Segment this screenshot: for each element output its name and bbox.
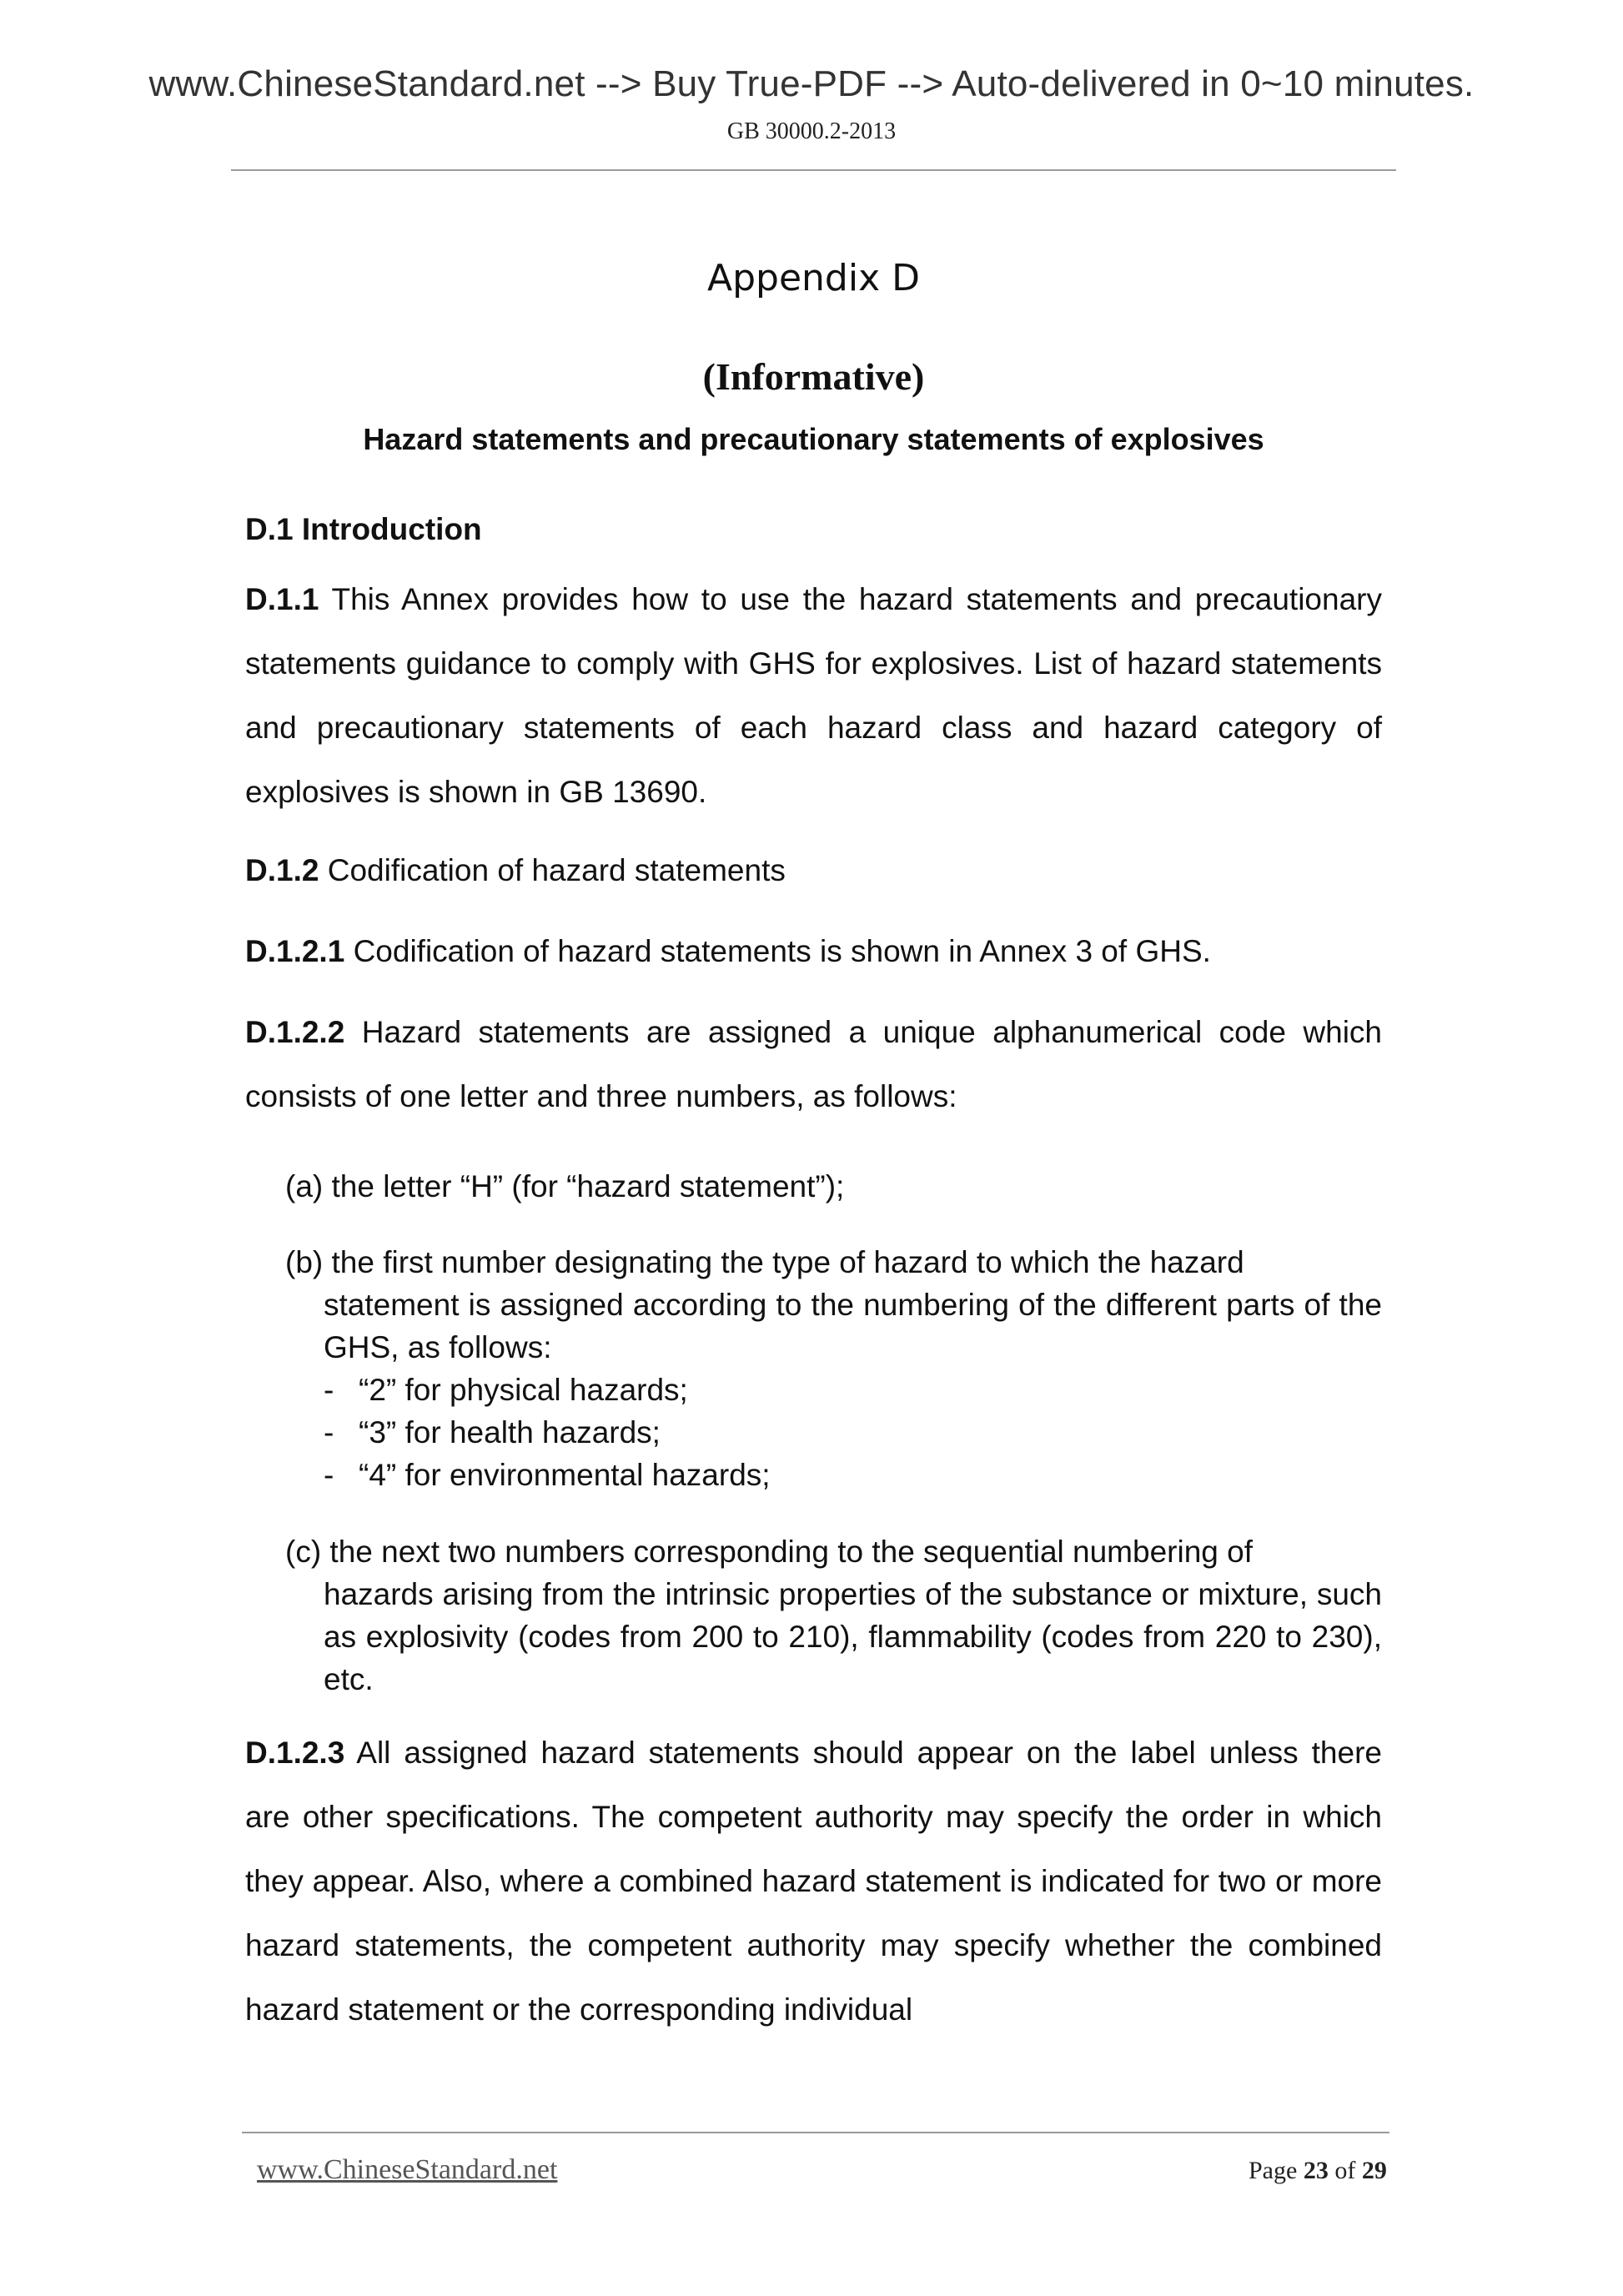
footer-website-link[interactable]: www.ChineseStandard.net xyxy=(257,2154,558,2185)
document-title: Hazard statements and precautionary statements of explosives xyxy=(363,422,1264,456)
clause-text: Hazard statements are assigned a unique alphanumerical code which consists of one letter and three numbers, as follows: xyxy=(245,1015,1382,1113)
page-number xyxy=(1249,2157,1387,2185)
clause-number: D.1.2 xyxy=(245,853,319,887)
dash-item xyxy=(285,1411,1382,1454)
clause-text: Codification of hazard statements is shown in Annex 3 of GHS. xyxy=(344,934,1211,968)
page-label: Page xyxy=(1249,2157,1304,2184)
appendix-title: Appendix D xyxy=(707,257,920,299)
list-item-b-continuation: statement is assigned according to the numbering of the different parts of the GHS, as follows: xyxy=(324,1288,1382,1364)
list-item-a: (a) the letter “H” (for “hazard statement”); xyxy=(285,1169,845,1203)
clause-number: D.1.1 xyxy=(245,582,319,616)
informative-label: (Informative) xyxy=(702,355,925,398)
clause-d1222 xyxy=(245,1000,1382,1128)
standard-code: GB 30000.2-2013 xyxy=(726,118,897,144)
clause-number: D.1.2.1 xyxy=(245,934,345,968)
footer-rule xyxy=(242,2132,1389,2133)
page-total: 29 xyxy=(1361,2157,1387,2184)
clause-text: All assigned hazard statements should appear on the label unless there are other specifications. The competent authority may specify the order in which they appear. Also, where a combined hazard statement is indicated for two or more hazard statements, the competent authority may specify whether the combined hazard statement or the corresponding individual xyxy=(245,1736,1382,2027)
dash-item xyxy=(285,1369,1382,1411)
clause-text: This Annex provides how to use the hazard statements and precautionary statements guidance to comply with GHS for explosives. List of hazard statements and precautionary statements of each hazard class and hazard category of explosives is shown in GB 13690. xyxy=(245,582,1382,809)
clause-d1223 xyxy=(245,1721,1382,2042)
clause-text: Codification of hazard statements xyxy=(319,853,786,887)
dash-item xyxy=(285,1454,1382,1496)
dash-text: “4” for environmental hazards; xyxy=(359,1458,771,1492)
dash-text: “3” for health hazards; xyxy=(359,1415,661,1449)
list-item-c-first-line: (c) the next two numbers corresponding to the sequential numbering of xyxy=(285,1535,1253,1569)
list-item-b xyxy=(285,1241,1382,1496)
header-banner: www.ChineseStandard.net --> Buy True-PDF --> Auto-delivered in 0~10 minutes. xyxy=(148,63,1475,104)
clause-number: D.1.2.2 xyxy=(245,1015,345,1049)
list-item-c xyxy=(285,1530,1382,1701)
list-item-b-first-line: (b) the first number designating the type of hazard to which the hazard xyxy=(285,1245,1244,1279)
header-rule xyxy=(231,169,1396,171)
list-item-c-continuation: hazards arising from the intrinsic properties of the substance or mixture, such as explosivity (codes from 200 to 210), flammability (codes from 220 to 230), etc. xyxy=(324,1577,1382,1696)
page-of-label: of xyxy=(1328,2157,1362,2184)
dash-marker: - xyxy=(324,1373,334,1407)
page-current: 23 xyxy=(1303,2157,1329,2184)
clause-d1221 xyxy=(245,919,1382,983)
dash-marker: - xyxy=(324,1458,334,1492)
dash-marker: - xyxy=(324,1415,334,1449)
section-heading: D.1 Introduction xyxy=(245,512,482,546)
dash-text: “2” for physical hazards; xyxy=(359,1373,688,1407)
clause-d112 xyxy=(245,838,1382,902)
clause-number: D.1.2.3 xyxy=(245,1736,345,1770)
clause-d111 xyxy=(245,567,1382,824)
